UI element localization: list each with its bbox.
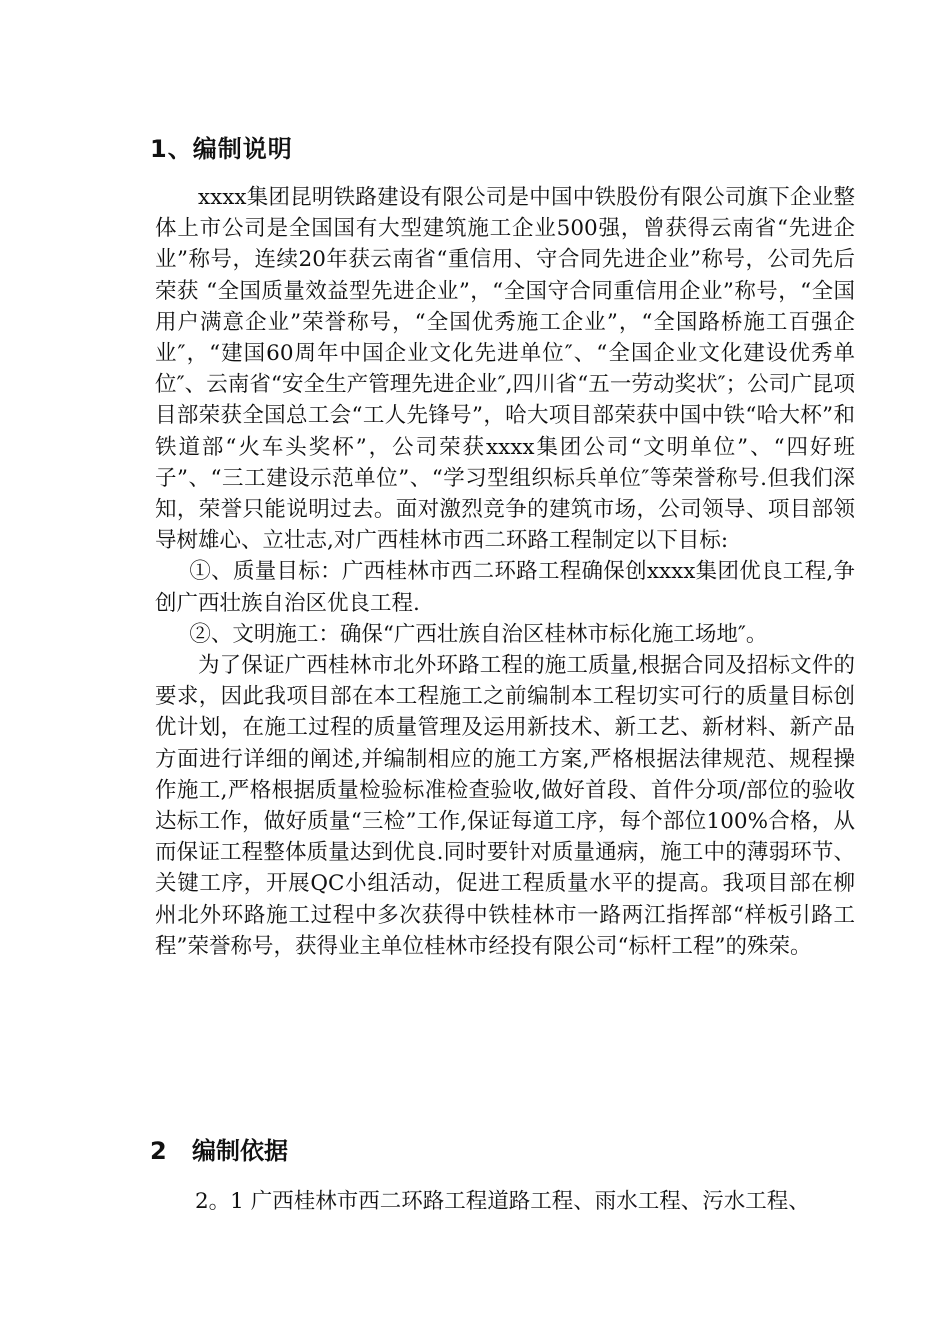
section-1-heading: 1、编制说明: [150, 135, 293, 163]
section-2-title: 编制依据: [192, 1137, 288, 1165]
section-2-number: 2: [150, 1137, 167, 1165]
basis-item-2-1: 2。1 广西桂林市西二环路工程道路工程、雨水工程、污水工程、: [195, 1189, 810, 1214]
quality-goal: ①、质量目标：广西桂林市西二环路工程确保创xxxx集团优良工程,争创广西壮族自治区优良工程.: [155, 559, 855, 616]
quality-plan-paragraph: 为了保证广西桂林市北外环路工程的施工质量,根据合同及招标文件的要求，因此我项目部在本工程施工之前编制本工程切实可行的质量目标创优计划，在施工过程的质量管理及运用新技术、新工艺、新材料、新产品方面进行详细的阐述,并编制相应的施工方案,严格根据法律规范、规程操作施工,严格根据质量检验标准检查验收,做好首段、首件分项/部位的验收达标工作，做好质量“三检”工作,保证每道工序，每个部位100%合格，从而保证工程整体质量达到优良.同时要针对质量通病，施工中的薄弱环节、关键工序，开展QC小组活动，促进工程质量水平的提高。我项目部在柳州北外环路施工过程中多次获得中铁桂林市一路两江指挥部“样板引路工程”荣誉称号，获得业主单位桂林市经投有限公司“标杆工程”的殊荣。: [155, 653, 855, 959]
section-1-body: [155, 182, 855, 962]
section-2-heading: [150, 1134, 288, 1168]
civilized-construction-goal: ②、文明施工：确保“广西壮族自治区桂林市标化施工场地″。: [189, 621, 768, 647]
intro-paragraph: xxxx集团昆明铁路建设有限公司是中国中铁股份有限公司旗下企业整体上市公司是全国国有大型建筑施工企业500强，曾获得云南省“先进企业”称号，连续20年获云南省“重信用、守合同先进企业”称号，公司先后荣获 “全国质量效益型先进企业”，“全国守合同重信用企业”称号，“全国用户满意企业”荣誉称号，“全国优秀施工企业”，“全国路桥施工百强企业″，“建国60周年中国企业文化先进单位″、“全国企业文化建设优秀单位″、云南省“安全生产管理先进企业″,四川省“五一劳动奖状″；公司广昆项目部荣获全国总工会“工人先锋号”，哈大项目部荣获中国中铁“哈大杯”和铁道部“火车头奖杯”，公司荣获xxxx集团公司“文明单位”、“四好班子”、“三工建设示范单位”、“学习型组织标兵单位″等荣誉称号.但我们深知，荣誉只能说明过去。面对激烈竞争的建筑市场，公司领导、项目部领导树雄心、立壮志,对广西桂林市西二环路工程制定以下目标:: [155, 185, 855, 554]
